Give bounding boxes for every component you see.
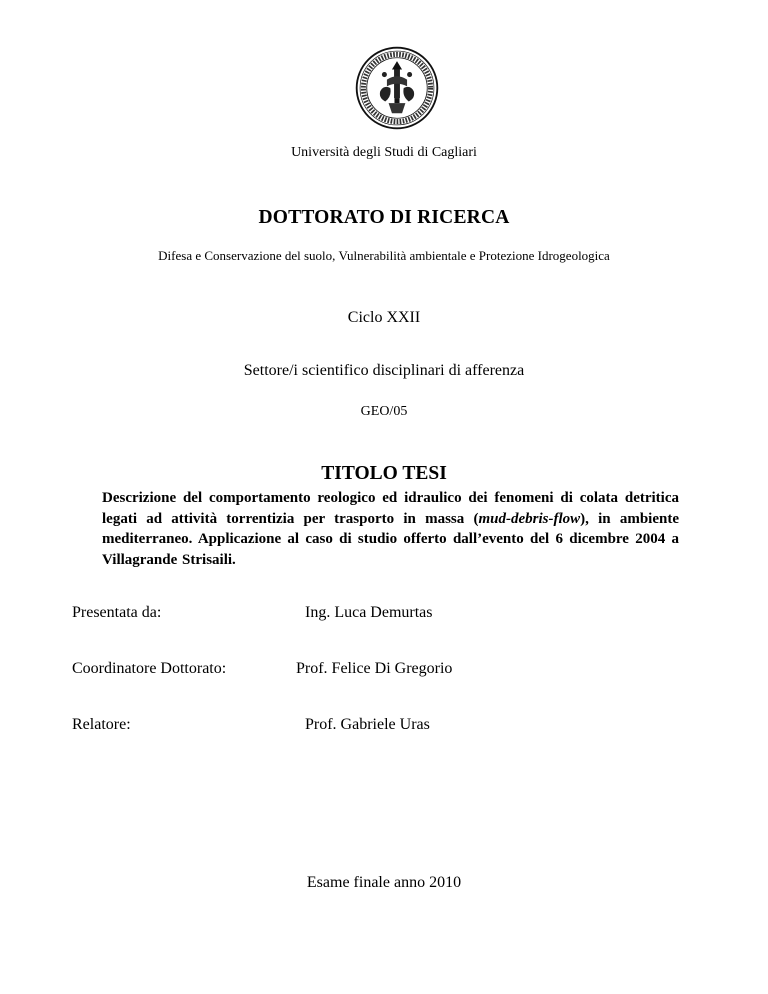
university-name: Università degli Studi di Cagliari (291, 145, 477, 160)
program-title: DOTTORATO DI RICERCA (258, 207, 510, 228)
sector-label: Settore/i scientifico disciplinari di afferenza (243, 362, 525, 379)
role-label: Relatore: (72, 716, 131, 733)
role-value: Prof. Felice Di Gregorio (296, 660, 453, 677)
role-label: Coordinatore Dottorato: (72, 660, 227, 677)
thesis-heading: TITOLO TESI (321, 463, 447, 484)
role-value: Prof. Gabriele Uras (305, 716, 430, 733)
role-value: Ing. Luca Demurtas (305, 604, 433, 621)
thesis-title-part1: Descrizione del comportamento reologico ed idraulico dei fenomeni di colata detritica legati ad attività torrentizia per trasporto in massa ( (102, 490, 679, 527)
program-curriculum: Difesa e Conservazione del suolo, Vulnerabilità ambientale e Protezione Idrogeologica (158, 248, 610, 263)
final-exam: Esame finale anno 2010 (306, 874, 462, 891)
sector-code: GEO/05 (360, 404, 408, 419)
thesis-title (102, 488, 679, 570)
university-seal-icon (355, 46, 439, 130)
role-label: Presentata da: (72, 604, 162, 621)
thesis-title-italic: mud-debris-flow (478, 510, 581, 527)
program-cycle: Ciclo XXII (347, 309, 421, 326)
thesis-title-part2: ), in ambiente mediterraneo. Applicazione al caso di studio offerto dall’evento del 6 dicembre 2004 a Villagrande Strisaili. (102, 510, 679, 568)
